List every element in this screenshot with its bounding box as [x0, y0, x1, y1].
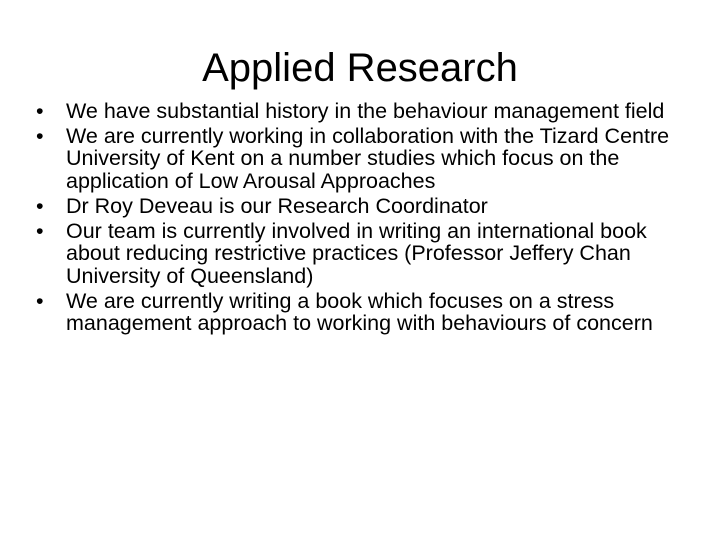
bullet-icon: •	[36, 123, 44, 148]
bullet-item	[36, 125, 696, 193]
bullet-item	[36, 100, 696, 123]
bullet-text: Our team is currently involved in writing an international book about reducing restrictive practices (Professor Jeffery Chan University of Queensland)	[66, 218, 647, 288]
bullet-item	[36, 290, 696, 335]
bullet-item	[36, 220, 696, 288]
bullet-text: We are currently writing a book which focuses on a stress management approach to working with behaviours of concern	[66, 288, 653, 336]
bullet-text: We have substantial history in the behaviour management field	[66, 99, 665, 123]
bullet-icon: •	[36, 193, 44, 218]
bullet-icon: •	[36, 99, 44, 123]
bullet-icon: •	[36, 288, 44, 313]
bullet-item	[36, 195, 696, 218]
bullet-text: Dr Roy Deveau is our Research Coordinator	[66, 193, 488, 218]
slide-title: Applied Research	[202, 46, 518, 90]
bullet-icon: •	[36, 218, 44, 243]
bullet-text: We are currently working in collaboration with the Tizard Centre University of Kent on a number studies which focus on the application of Low Arousal Approaches	[66, 123, 670, 194]
bullet-list	[36, 100, 696, 337]
